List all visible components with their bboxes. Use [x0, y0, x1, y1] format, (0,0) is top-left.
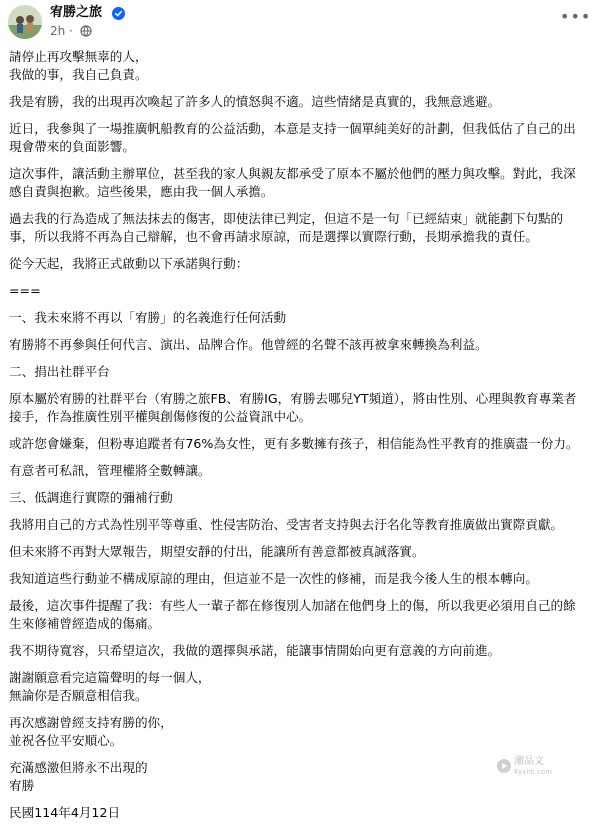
paragraph-8: 宥勝將不再參與任何代言、演出、品牌合作。他曾經的名聲不該再被拿來轉換為利益。 — [9, 337, 488, 352]
watermark-url: Kyxhk.com — [514, 768, 553, 776]
page-name[interactable]: 宥勝之旅 — [50, 5, 103, 20]
more-options-icon[interactable]: ••• — [560, 7, 592, 26]
post-meta — [50, 23, 92, 39]
paragraph-17: 最後，這次事件提醒了我：有些人一輩子都在修復別人加諸在他們身上的傷，所以我更必須用自己的餘生來修補曾經造成的傷痛。 — [9, 598, 576, 631]
post-date: 民國114年4月12日 — [9, 805, 121, 820]
paragraph-10: 原本屬於宥勝的社群平台（宥勝之旅FB、宥勝IG，宥勝去哪兒YT頻道），將由性別、心理與教育專業者接手，作為推廣性別平權與創傷修復的公益資訊中心。 — [9, 391, 577, 424]
site-watermark — [496, 755, 596, 781]
watermark-logo-icon — [496, 758, 512, 774]
post-body — [9, 48, 581, 828]
post-time[interactable]: 2h — [50, 24, 66, 38]
verified-badge-icon — [112, 7, 125, 20]
paragraph-6: === — [9, 283, 41, 298]
section-heading-3: 三、低調進行實際的彌補行動 — [9, 490, 173, 505]
paragraph-0: 請停止再攻擊無辜的人， 我做的事，我自己負責。 — [9, 49, 148, 82]
signature: 充滿感激但將永不出現的 宥勝 — [9, 760, 148, 793]
page-avatar[interactable] — [8, 5, 42, 39]
paragraph-1: 我是宥勝，我的出現再次喚起了許多人的憤怒與不適。這些情緒是真實的，我無意逃避。 — [9, 94, 501, 109]
paragraph-20: 再次感謝曾經支持宥勝的你， 並祝各位平安順心。 — [9, 715, 173, 748]
paragraph-3: 這次事件，讓活動主辦單位，甚至我的家人與親友都承受了原本不屬於他們的壓力與攻擊。對此，我深感自責與抱歉。這些後果，應由我一個人承擔。 — [9, 166, 576, 199]
paragraph-12: 有意者可私訊，管理權將全數轉讓。 — [9, 463, 211, 478]
post-header — [0, 0, 600, 44]
paragraph-4: 過去我的行為造成了無法抹去的傷害，即使法律已判定，但這不是一句「已經結束」就能劃下句點的事，所以我將不再為自己辯解，也不會再請求原諒，而是選擇以實際行動，長期承擔我的責任。 — [9, 211, 564, 244]
paragraph-18: 我不期待寬容，只希望這次，我做的選擇與承諾，能讓事情開始向更有意義的方向前進。 — [9, 643, 501, 658]
globe-icon — [80, 25, 92, 37]
paragraph-19: 謝謝願意看完這篇聲明的每一個人， 無論你是否願意相信我。 — [9, 670, 211, 703]
section-heading-1: 一、我未來將不再以「宥勝」的名義進行任何活動 — [9, 310, 287, 325]
paragraph-14: 我將用自己的方式為性別平等尊重、性侵害防治、受害者支持與去汙名化等教育推廣做出實際貢獻。 — [9, 517, 564, 532]
paragraph-15: 但未來將不再對大眾報告，期望安靜的付出，能讓所有善意都被真誠落實。 — [9, 544, 425, 559]
meta-separator: · — [69, 24, 73, 38]
paragraph-2: 近日，我參與了一場推廣帆船教育的公益活動，本意是支持一個單純美好的計劃，但我低估了自己的出現會帶來的負面影響。 — [9, 121, 576, 154]
paragraph-5: 從今天起，我將正式啟動以下承諾與行動： — [9, 256, 249, 271]
watermark-text: 潮品文 — [514, 756, 544, 767]
paragraph-11: 或許您會嫌棄，但粉專追蹤者有76%為女性，更有多數擁有孩子，相信能為性平教育的推廣盡一份力。 — [9, 436, 579, 451]
section-heading-2: 二、捐出社群平台 — [9, 364, 110, 379]
paragraph-16: 我知道這些行動並不構成原諒的理由，但這並不是一次性的修補，而是我今後人生的根本轉向。 — [9, 571, 538, 586]
